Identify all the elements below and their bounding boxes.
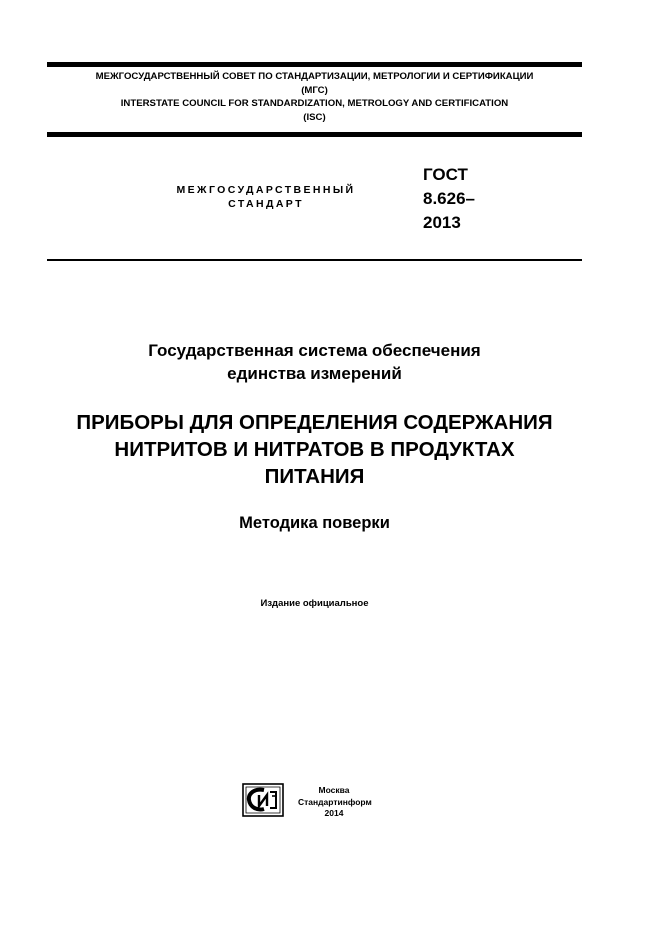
council-abbr-en: (ISC) [303,111,326,123]
document-title [47,409,582,490]
document-title-line2: НИТРИТОВ И НИТРАТОВ В ПРОДУКТАХ [114,438,515,461]
system-title-line2: единства измерений [227,364,402,383]
standartinform-logo-icon [242,783,284,817]
gost-number: 8.626– [423,189,475,208]
standard-type-line1: МЕЖГОСУДАРСТВЕННЫЙ [176,184,356,196]
gost-year: 2013 [423,213,461,232]
gost-designation [423,163,475,235]
system-title [47,339,582,385]
council-header [47,70,582,124]
gost-label: ГОСТ [423,165,468,184]
edition-note: Издание официальное [260,598,369,609]
document-title-line3: ПИТАНИЯ [264,465,365,488]
council-name-en: INTERSTATE COUNCIL FOR STANDARDIZATION, METROLOGY AND CERTIFICATION [120,98,509,109]
publisher-name: Стандартинформ [298,796,372,807]
standard-type-line2: СТАНДАРТ [228,198,304,210]
header-bottom-rule [47,132,582,137]
publisher-city: Москва [318,785,350,795]
council-abbr-ru: (МГС) [301,84,328,96]
council-name-ru: МЕЖГОСУДАРСТВЕННЫЙ СОВЕТ ПО СТАНДАРТИЗАЦИИ, МЕТРОЛОГИИ И СЕРТИФИКАЦИИ [95,71,534,82]
designation-rule [47,259,582,261]
document-subtitle [47,512,582,534]
publisher-year: 2014 [324,808,344,818]
top-rule [47,62,582,67]
standard-type [140,183,392,211]
method-title: Методика поверки [239,514,390,532]
system-title-line1: Государственная система обеспечения [148,341,481,360]
document-title-line1: ПРИБОРЫ ДЛЯ ОПРЕДЕЛЕНИЯ СОДЕРЖАНИЯ [76,411,553,434]
publisher-imprint [298,785,370,820]
